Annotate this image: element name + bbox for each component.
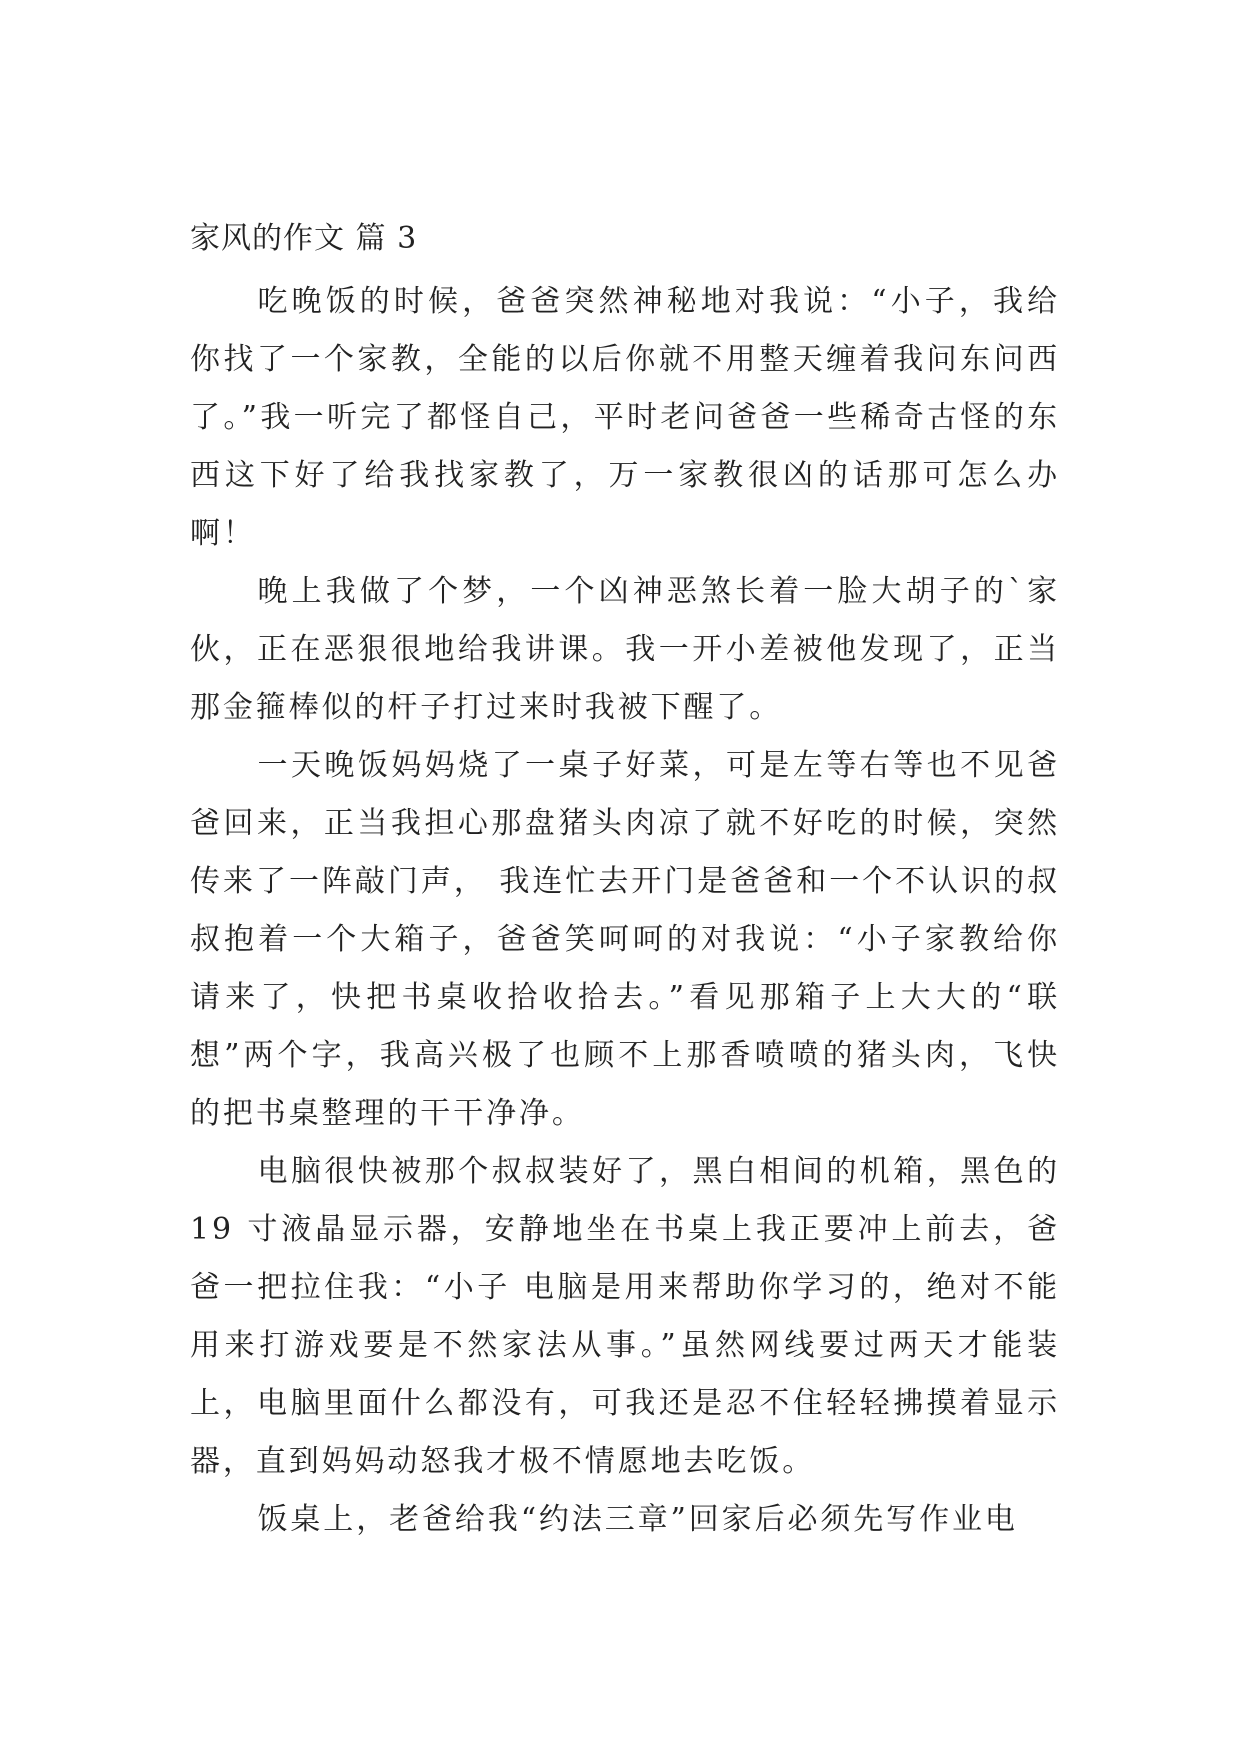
paragraph-5: 饭桌上，老爸给我“约法三章”回家后必须先写作业电 bbox=[257, 1502, 1018, 1537]
paragraph-4: 电脑很快被那个叔叔装好了，黑白相间的机箱，黑色的 19 寸液晶显示器，安静地坐在书桌上我正要冲上前去，爸爸一把拉住我：“小子 电脑是用来帮助你学习的，绝对不能用来打游戏要是不然家法从事。”虽然网线要过两天才能装上，电脑里面什么都没有，可我还是忍不住轻轻拂摸着显示器，直到妈妈动怒我才极不情愿地去吃饭。 bbox=[190, 1154, 1060, 1479]
paragraph-3: 一天晚饭妈妈烧了一桌子好菜，可是左等右等也不见爸爸回来，正当我担心那盘猪头肉凉了就不好吃的时候，突然传来了一阵敲门声， 我连忙去开门是爸爸和一个不认识的叔叔抱着一个大箱子，爸爸笑呵呵的对我说：“小子家教给你请来了，快把书桌收拾收拾去。”看见那箱子上大大的“联想”两个字，我高兴极了也顾不上那香喷喷的猪头肉，飞快的把书桌整理的干干净净。 bbox=[190, 748, 1060, 1131]
paragraph-1: 吃晚饭的时候，爸爸突然神秘地对我说：“小子，我给你找了一个家教，全能的以后你就不用整天缠着我问东问西了。”我一听完了都怪自己，平时老问爸爸一些稀奇古怪的东西这下好了给我找家教了，万一家教很凶的话那可怎么办啊！ bbox=[190, 284, 1060, 551]
document-body bbox=[190, 214, 1060, 1549]
document-title: 家风的作文 篇 3 bbox=[190, 221, 418, 256]
paragraph-2: 晚上我做了个梦，一个凶神恶煞长着一脸大胡子的`家伙，正在恶狠很地给我讲课。我一开小差被他发现了，正当那金箍棒似的杆子打过来时我被下醒了。 bbox=[190, 574, 1060, 725]
